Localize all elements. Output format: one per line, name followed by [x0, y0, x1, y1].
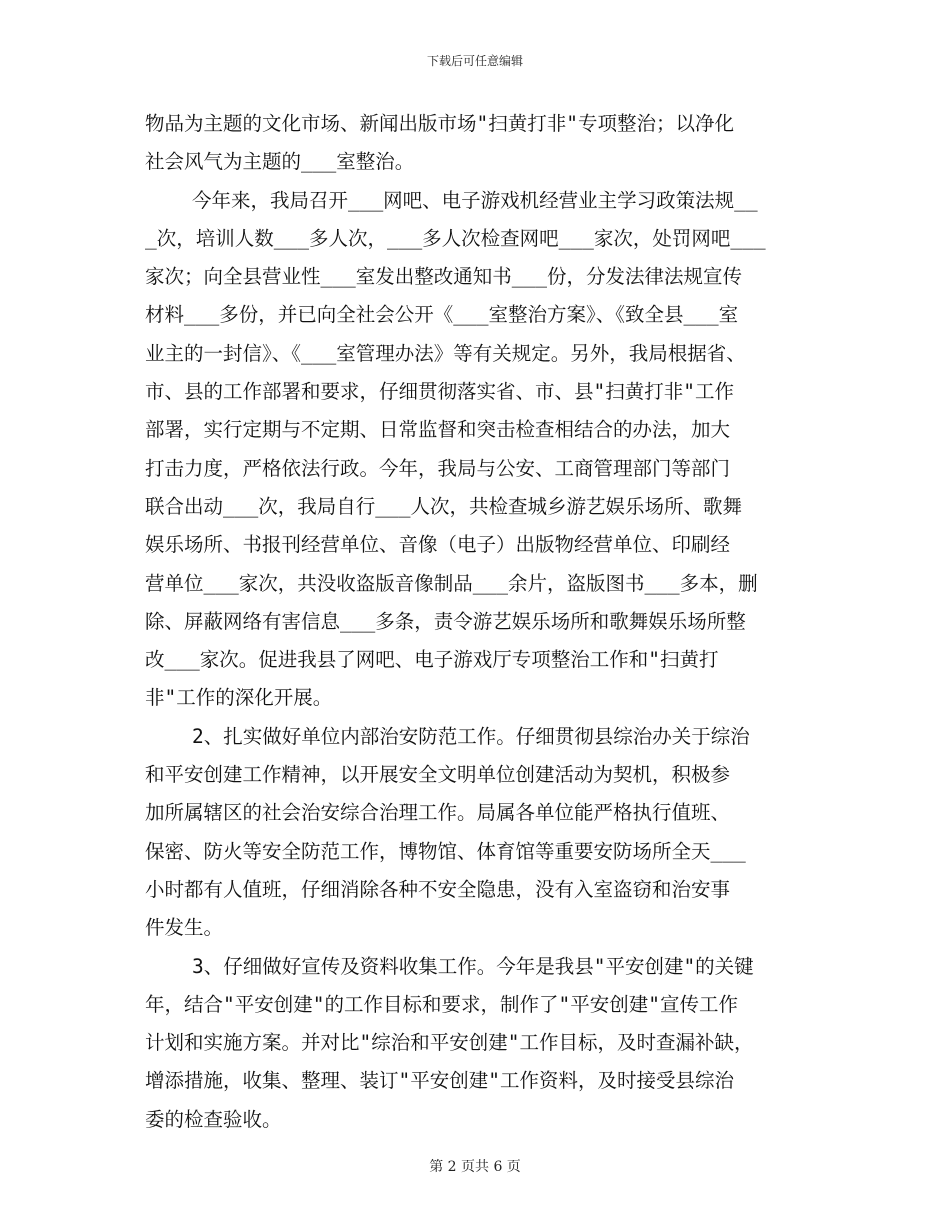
page-footer: 第 2 页共 6 页: [429, 1159, 521, 1175]
text-line: 营单位___家次，共没收盗版音像制品___余片，盗版图书___多本，删: [145, 571, 758, 595]
text-line: 社会风气为主题的___室整治。: [145, 150, 415, 174]
text-line: 3、仔细做好宣传及资料收集工作。今年是我县"平安创建"的关键: [145, 954, 754, 978]
text-line: 联合出动___次，我局自行___人次，共检查城乡游艺娱乐场所、歌舞: [145, 494, 742, 518]
text-line: 保密、防火等安全防范工作，博物馆、体育馆等重要安防场所全天___: [145, 839, 746, 863]
paragraph-1: [145, 105, 825, 182]
text-line: 市、县的工作部署和要求，仔细贯彻落实省、市、县"扫黄打非"工作: [145, 380, 734, 404]
text-line: 娱乐场所、书报刊经营单位、音像（电子）出版物经营单位、印刷经: [145, 533, 731, 557]
paragraph-2: [145, 182, 825, 718]
page-header: 下载后可任意编辑: [426, 54, 523, 68]
text-line: 业主的一封信》、《___室管理办法》等有关规定。另外，我局根据省、: [145, 341, 746, 365]
text-line: 今年来，我局召开___网吧、电子游戏机经营业主学习政策法规__: [145, 188, 758, 212]
text-line: 非"工作的深化开展。: [145, 686, 333, 710]
text-line: 打击力度，严格依法行政。今年，我局与公安、工商管理部门等部门: [145, 456, 731, 480]
text-line: 增添措施，收集、整理、装订"平安创建"工作资料，及时接受县综治: [145, 1069, 734, 1093]
text-line: 2、扎实做好单位内部治安防范工作。仔细贯彻县综治办关于综治: [145, 724, 750, 748]
paragraph-3: [145, 718, 825, 948]
text-line: 件发生。: [145, 916, 224, 940]
document-body: [145, 105, 825, 1139]
text-line: 年，结合"平安创建"的工作目标和要求，制作了"平安创建"宣传工作: [145, 992, 738, 1016]
text-line: 物品为主题的文化市场、新闻出版市场"扫黄打非"专项整治；以净化: [145, 112, 734, 135]
text-line: 计划和实施方案。并对比"综治和平安创建"工作目标，及时查漏补缺，: [145, 1031, 754, 1055]
text-line: 部署，实行定期与不定期、日常监督和突击检查相结合的办法，加大: [145, 418, 731, 442]
text-line: 委的检查验收。: [145, 1107, 282, 1131]
text-line: 小时都有人值班，仔细消除各种不安全隐患，没有入室盗窃和治安事: [145, 877, 731, 901]
text-line: 加所属辖区的社会治安综合治理工作。局属各单位能严格执行值班、: [145, 801, 731, 825]
text-line: 除、屏蔽网络有害信息___多条，责令游艺娱乐场所和歌舞娱乐场所整: [145, 609, 746, 633]
text-line: 和平安创建工作精神，以开展安全文明单位创建活动为契机，积极参: [145, 763, 731, 787]
text-line: 改___家次。促进我县了网吧、电子游戏厅专项整治工作和"扫黄打: [145, 648, 719, 672]
text-line: 材料___多份，并已向全社会公开《___室整治方案》、《致全县___室: [145, 303, 739, 327]
paragraph-4: [145, 948, 825, 1139]
text-line: 家次；向全县营业性___室发出整改通知书___份，分发法律法规宣传: [145, 265, 742, 289]
text-line: _次，培训人数___多人次，___多人次检查网吧___家次，处罚网吧___: [145, 226, 766, 250]
